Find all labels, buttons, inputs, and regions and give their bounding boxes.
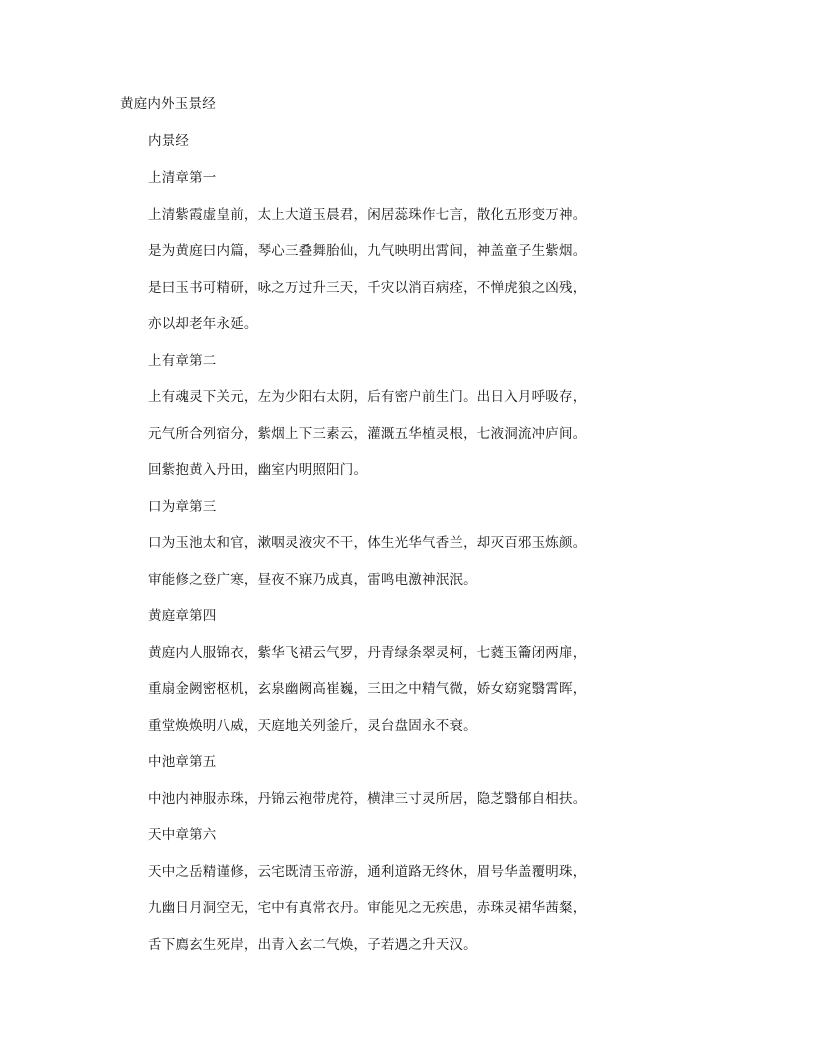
text-line: 口为玉池太和官，漱咽灵液灾不干，体生光华气香兰，却灭百邪玉炼颜。 [148, 535, 587, 551]
text-line: 元气所合列宿分，紫烟上下三素云，灌溉五华植灵根，七液洞流冲庐间。 [148, 426, 587, 442]
text-line: 舌下廌玄生死岸，出青入玄二气焕，子若遇之升天汉。 [148, 937, 477, 953]
text-line: 回紫抱黄入丹田，幽室内明照阳门。 [148, 462, 368, 478]
text-line: 黄庭内人服锦衣，紫华飞裙云气罗，丹青绿条翠灵柯，七蕤玉籥闭两扉， [148, 645, 587, 661]
text-line: 天中之岳精谨修，云宅既清玉帝游，通利道路无终休，眉号华盖覆明珠， [148, 864, 587, 880]
chapter-heading: 上有章第二 [148, 353, 217, 369]
text-line: 上有魂灵下关元，左为少阳右太阴，后有密户前生门。出日入月呼吸存， [148, 389, 587, 405]
text-line: 重堂焕焕明八威，天庭地关列釜斤，灵台盘固永不衰。 [148, 718, 477, 734]
section-title: 内景经 [148, 133, 190, 149]
text-line: 是为黄庭曰内篇，琴心三叠舞胎仙，九气映明出霄间，神盖童子生紫烟。 [148, 243, 587, 259]
text-line: 是曰玉书可精研，咏之万过升三天，千灾以消百病痊，不惮虎狼之凶残， [148, 280, 587, 296]
chapter-heading: 黄庭章第四 [148, 608, 217, 624]
text-line: 审能修之登广寒，昼夜不寐乃成真，雷鸣电激神泯泯。 [148, 572, 477, 588]
document-title: 黄庭内外玉景经 [120, 96, 216, 112]
chapter-heading: 中池章第五 [148, 754, 217, 770]
chapter-heading: 口为章第三 [148, 499, 217, 515]
chapter-heading: 上清章第一 [148, 170, 217, 186]
chapter-heading: 天中章第六 [148, 827, 217, 843]
text-line: 重扇金阙密枢机，玄泉幽阙高崔巍，三田之中精气微，娇女窈窕翳霄晖， [148, 681, 587, 697]
text-line: 九幽日月洞空无，宅中有真常衣丹。审能见之无疾患，赤珠灵裙华茜粲， [148, 900, 587, 916]
text-line: 中池内神服赤珠，丹锦云袍带虎符，横津三寸灵所居，隐芝翳郁自相扶。 [148, 791, 587, 807]
text-line: 上清紫霞虚皇前，太上大道玉晨君，闲居蕊珠作七言，散化五形变万神。 [148, 207, 587, 223]
text-line: 亦以却老年永延。 [148, 316, 258, 332]
